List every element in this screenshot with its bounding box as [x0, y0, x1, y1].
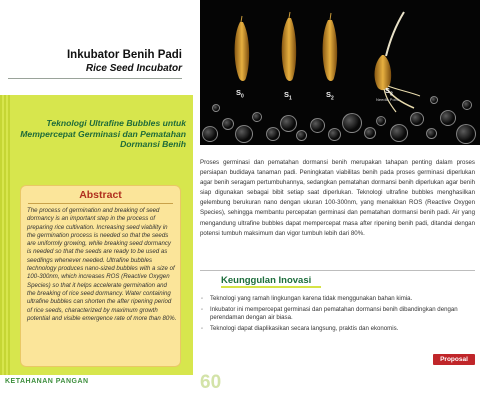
bubble-decoration	[252, 112, 262, 122]
seed-label-s1: $S_1$	[284, 90, 292, 102]
page-subtitle: Rice Seed Incubator	[85, 63, 182, 74]
bubble-decoration	[462, 100, 472, 110]
proposal-tag: Proposal	[433, 354, 475, 365]
bullet-icon: ◦	[201, 296, 204, 302]
bubble-decoration	[222, 118, 234, 130]
bullet-icon: ◦	[201, 306, 204, 313]
list-item: ◦ Teknologi yang ramah lingkungan karena tidak menggunakan bahan kimia.	[201, 295, 413, 302]
bubble-decoration	[426, 128, 437, 139]
bubble-decoration	[310, 118, 325, 133]
seed-s0	[235, 16, 250, 81]
keunggulan-title: Keunggulan Inovasi	[221, 275, 312, 286]
bubble-decoration	[440, 110, 456, 126]
bubble-decoration	[296, 130, 307, 141]
needle-point-label: Needle Point	[376, 97, 399, 102]
bubble-decoration	[456, 124, 476, 144]
section-divider	[200, 270, 475, 271]
bubble-decoration	[376, 116, 386, 126]
seed-label-s0: $S_0$	[236, 88, 244, 100]
title-divider	[8, 78, 182, 79]
keunggulan-underline	[221, 286, 321, 288]
bubble-decoration	[212, 104, 220, 112]
seeds-illustration	[200, 0, 480, 145]
page-number: 60	[200, 372, 222, 393]
page-title: Inkubator Benih Padi	[66, 49, 182, 61]
title-block	[0, 48, 182, 75]
footer-category: KETAHANAN PANGAN	[5, 378, 89, 385]
advantages-list	[200, 295, 475, 335]
body-paragraph: Proses germinasi dan pematahan dormansi benih merupakan tahapan penting dalam proses persiapan budidaya tanaman padi. Peningkatan viabilitas benih pada proses germinasi diperlukan agar benih seragam pertumbuhannya, sedangkan pematahan dormansi benih diperlukan agar benih siap digunakan sebagai bibit setiap saat diperlukan. Teknologi ultrafine bubbles menghasilkan gelembung berukuran nano dengan ukuran 100-300nm, yang menaikkan ROS (Reactive Oxygen Species), sehingga membantu percepatan germinasi dan pematahan dormansi benih padi. Air yang mengandung ultrafine bubbles dapat mempercepat masa after ripening benih padi, ditandai dengan potensi tumbuh maksimum dan vigor tumbuh lebih dari 80%.	[200, 159, 475, 237]
seed-label-s2: $S_2$	[326, 90, 334, 102]
abstract-divider	[28, 203, 173, 204]
bubble-decoration	[390, 124, 408, 142]
bubble-decoration	[280, 115, 297, 132]
bubble-decoration	[328, 128, 341, 141]
bubble-decoration	[235, 125, 253, 143]
headline: Teknologi Ultrafine Bubbles untuk Mempercepat Germinasi dan Pematahan Dormansi Benih	[20, 118, 186, 149]
bullet-icon: ◦	[201, 325, 204, 332]
bubble-decoration	[364, 127, 376, 139]
list-item: ◦ Teknologi dapat diaplikasikan secara langsung, praktis dan ekonomis.	[201, 324, 399, 332]
bubble-decoration	[430, 96, 438, 104]
bubble-decoration	[410, 112, 424, 126]
bubble-decoration	[342, 113, 362, 133]
seed-label-s3: $S_3$	[385, 86, 393, 98]
seed-germination-photo	[200, 0, 480, 145]
bubble-decoration	[266, 127, 280, 141]
seed-s2	[323, 13, 338, 81]
abstract-title: Abstract	[79, 189, 122, 201]
bubble-decoration	[202, 126, 218, 142]
abstract-text: The process of germination and breaking of seed dormancy is an important step in the process of preparing rice cultivation. Increasing seed viability in the germination process is needed so that the seeds are uniformly growing, while breaking seed dormancy is needed so that the seeds are ready to be used as seedlings whenever needed. Ultrafine bubbles technology produces nano-sized bubbles with a size of 100-300nm, which increases ROS (Reactive Oxygen Species) so that it helps accelerate germination and the breaking of rice seed dormancy. Water containing ultrafine bubbles can shorten the after ripening period of rice seeds, characterized by maximum growth potential and visible emergence rate of more than 80%.	[27, 207, 177, 322]
list-item: ◦ Inkubator ini mempercepat germinasi dan pematahan dormansi benih dibandingkan dengan perendaman dengan air biasa.	[201, 305, 458, 322]
decorative-stripes	[0, 95, 10, 375]
seed-s1	[282, 12, 296, 81]
